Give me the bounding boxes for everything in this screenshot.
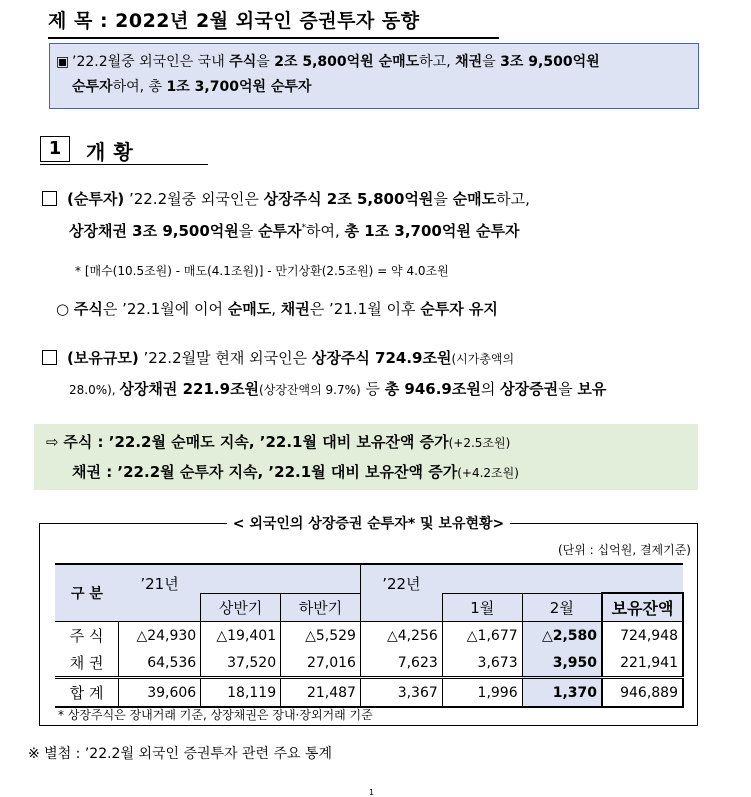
text-run: 을 [558,380,578,398]
row-label: 채 권 [69,654,104,672]
text-run: 등 [360,380,385,398]
text-run: 하고, [496,190,530,208]
text-run: 채권 [280,300,310,318]
table-cell: △19,401 [201,622,281,650]
header-2021: ’21년 [119,564,201,622]
text-run: 상장증권 [500,380,559,398]
text-run: * [301,223,307,233]
table-cell: 1,996 [442,678,522,708]
table-header-row-1 [55,564,683,593]
text-run: (순투자) [67,190,125,208]
section-number: 1 [40,136,70,162]
text-run: ○ [56,300,74,318]
text-run: 하여, [306,222,345,240]
summary-line-2 [72,75,688,100]
text-run: 을 [482,54,501,70]
net-investment-text-1 [67,190,530,208]
header-category: 구 분 [55,564,119,622]
table-row [55,678,683,708]
table-cell: 64,536 [119,649,201,678]
table-cell: △4,256 [360,622,442,650]
row-label: 합 계 [55,678,119,708]
table-cell: 724,948 [602,622,683,650]
text-run: 순투자 [72,79,113,95]
checkbox-square-icon [42,191,57,206]
header-jan: 1월 [442,593,522,622]
trend-line [56,298,498,319]
table-row [55,649,683,678]
text-run: 하여, 총 [112,79,167,95]
text-run: 총 946.9조원 [384,380,481,398]
header-holdings: 보유잔액 [602,593,683,622]
table-unit: (단위 : 십억원, 결제기준) [558,543,691,557]
text-run: (시가총액의 [451,352,515,366]
page-title: 제 목 : 2022년 2월 외국인 증권투자 동향 [48,6,499,39]
text-run: 총 1조 3,700억원 순투자 [344,222,520,240]
table-footnote: * 상장주식은 장내거래 기준, 상장채권은 장내·장외거래 기준 [58,708,373,722]
text-run: 을 [238,222,259,240]
text-run: (보유규모) [67,349,139,367]
text-run: 의 [480,380,501,398]
table-cell: △24,930 [119,622,201,650]
header-feb: 2월 [522,593,602,622]
header-h2: 하반기 [281,593,361,622]
text-run: (+4.2조원) [457,466,519,480]
text-run: (상장잔액의 9.7%) [259,383,361,397]
text-run: 순매도 [227,300,272,318]
highlight-stocks [46,428,698,458]
table-row [55,622,683,650]
text-run: ⇨ [46,433,64,451]
text-run: 28.0%), [69,383,120,397]
table-cell: 3,367 [360,678,442,708]
text-run: 을 [256,54,275,70]
table-title: < 외국인의 상장증권 순투자* 및 보유현황> [40,513,697,533]
text-run: 2조 5,800억원 순매도 [274,54,420,70]
text-run: 1조 3,700억원 순투자 [166,79,312,95]
table-cell: 221,941 [602,649,683,678]
text-run: 상장주식 2조 5,800억원 [263,190,434,208]
text-run: 상장주식 724.9조원 [311,349,452,367]
highlight-box [34,424,698,490]
table-cell: 946,889 [602,678,683,708]
table-body [55,622,683,708]
text-run: , [271,300,281,318]
checkbox-square-icon [42,350,57,365]
table-cell: 3,950 [522,649,602,678]
text-run: ’22.2월중 외국인은 [124,190,264,208]
table-cell: 1,370 [522,678,602,708]
text-run: 주식 [229,54,257,70]
table-cell: 27,016 [281,649,361,678]
row-label: 주 식 [69,627,104,645]
header-h1: 상반기 [201,593,281,622]
text-run: ’22.2월중 외국인은 국내 [72,54,230,70]
table-cell: 39,606 [119,678,201,708]
table-cell: △1,677 [442,622,522,650]
header-2022: ’22년 [360,564,442,622]
table-cell: △2,580 [522,622,602,650]
text-run: 순투자 유지 [420,300,498,318]
net-investment-note: * [매수(10.5조원) - 매도(4.1조원)] - 만기상환(2.5조원) = 약 4.0조원 [75,264,449,278]
text-run: 보유 [577,380,607,398]
text-run: 을 [433,190,453,208]
holdings-text-1 [67,349,514,367]
table-cell: 21,487 [281,678,361,708]
text-run: 3조 9,500억원 [500,54,600,70]
attachment-note: ※ 별첨 : ’22.2월 외국인 증권투자 관련 주요 통계 [28,746,333,762]
text-run: 은 ’22.1월에 이어 [102,300,228,318]
holdings-table [55,563,684,708]
holdings-line-2 [69,378,606,399]
text-run: 하고, [419,54,456,70]
section-label: 개황 [86,140,141,164]
net-investment-line-1 [42,188,530,209]
table-cell: 37,520 [201,649,281,678]
text-run: 상장채권 221.9조원 [119,380,260,398]
section-heading [40,134,208,165]
highlight-bonds [46,458,698,488]
holdings-line-1 [42,347,514,368]
text-run: 은 ’21.1월 이후 [309,300,421,318]
text-run: 주식 [73,300,103,318]
text-run: 상장채권 3조 9,500억원 [69,222,239,240]
text-run: 순투자 [258,222,302,240]
page-number: 1 [369,788,375,797]
summary-marker: ▣ [56,54,70,70]
text-run: 채권 [455,54,483,70]
text-run: 채권 : ’22.2월 순투자 지속, ’22.1월 대비 보유잔액 증가 [72,463,458,481]
table-cell: 18,119 [201,678,281,708]
summary-box [49,43,699,109]
text-run: 순매도 [452,190,497,208]
text-run: (+2.5조원) [448,436,511,450]
text-run: ’22.2월말 현재 외국인은 [138,349,312,367]
summary-line-1 [72,50,688,75]
text-run: 주식 : ’22.2월 순매도 지속, ’22.1월 대비 보유잔액 증가 [63,433,449,451]
table-cell: 7,623 [360,649,442,678]
net-investment-line-2 [69,220,520,241]
table-cell: △5,529 [281,622,361,650]
table-cell: 3,673 [442,649,522,678]
